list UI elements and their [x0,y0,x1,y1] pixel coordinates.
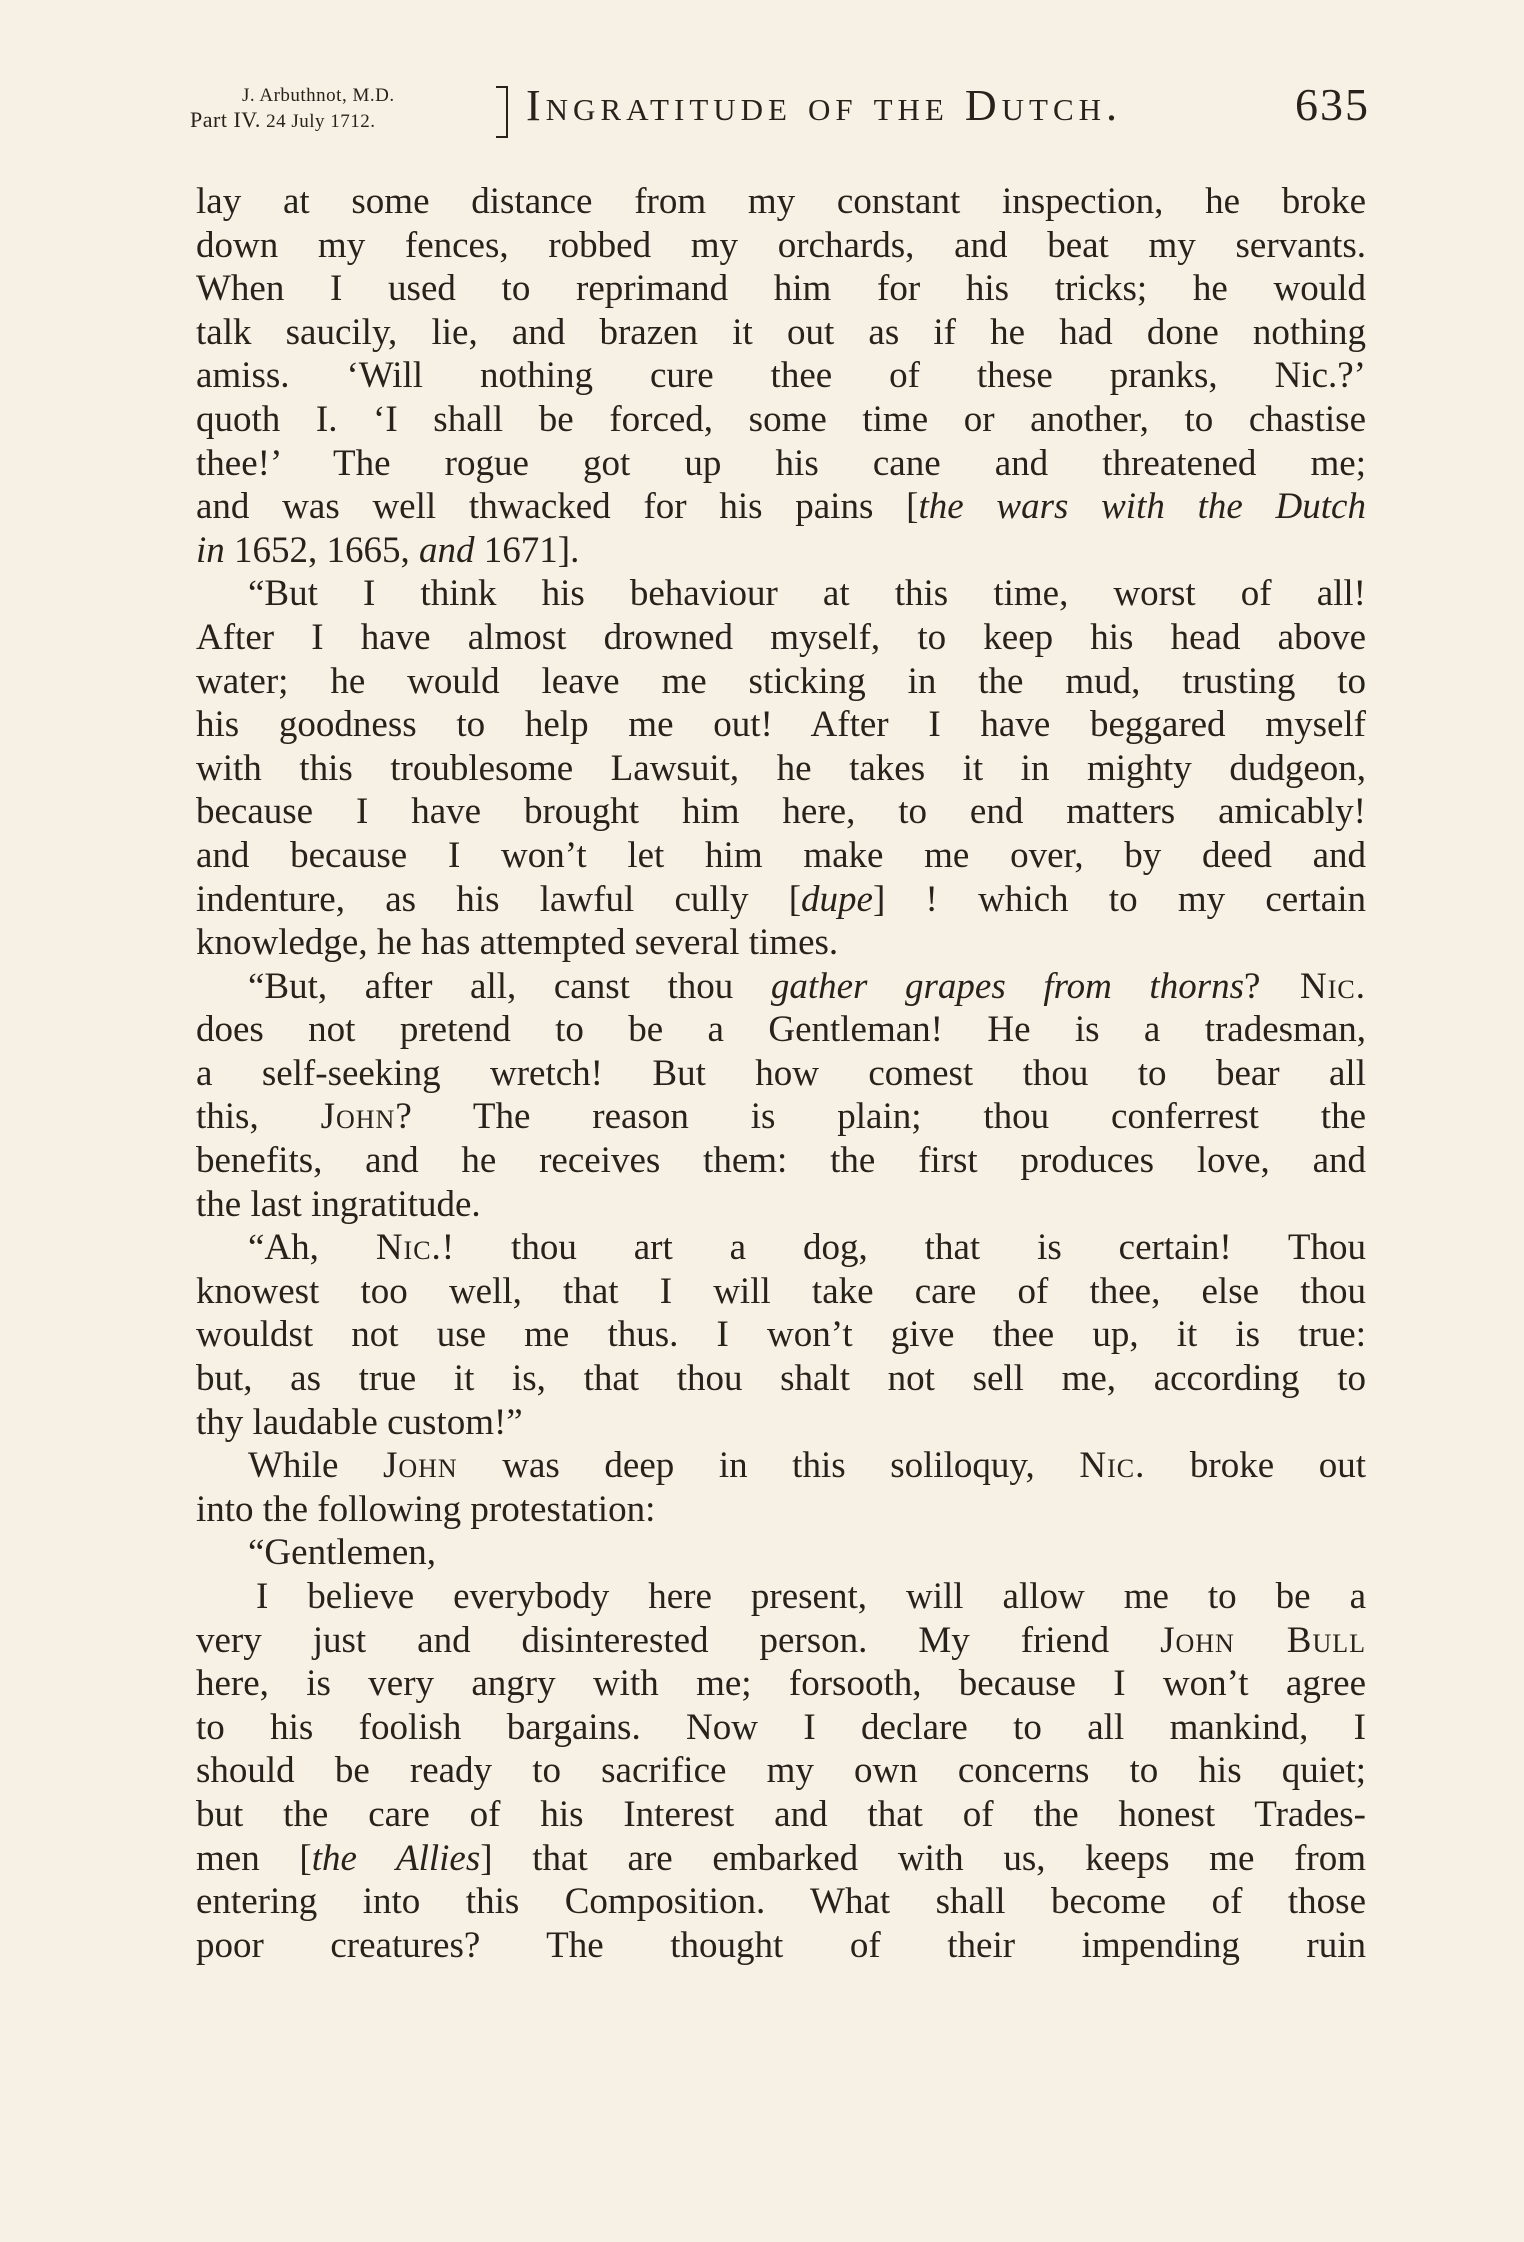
text-line: does not pretend to be a Gentleman! He is a tradesman, [196,1009,1366,1051]
text-run: 1671]. [474,529,580,571]
text-line [196,1444,1366,1488]
running-head [190,78,1370,158]
name-john: John [320,1096,396,1138]
text-line: thee!’ The rogue got up his cane and threatened me; [196,442,1366,484]
body-text [196,180,1366,1967]
page-number: 635 [1295,79,1370,130]
text-run: very just and disinterested person. My friend [196,1619,1161,1661]
name-nic: Nic. [375,1227,442,1269]
text-line: knowledge, he has attempted several times. [196,922,839,964]
editorial-note: the wars with the Dutch [918,486,1366,528]
text-line [196,878,1366,922]
text-line: quoth I. ‘I shall be forced, some time or another, to chastise [196,398,1366,440]
text-run: men [ [196,1837,312,1879]
name-nic: Nic. [1079,1445,1146,1487]
text-run: broke out [1145,1445,1367,1487]
text-line: but the care of his Interest and that of the honest Trades- [196,1793,1366,1835]
editorial-note: dupe [801,878,873,920]
text-line: his goodness to help me out! After I have beggared myself [196,704,1366,746]
text-line: here, is very angry with me; forsooth, because I won’t agree [196,1663,1366,1705]
text-line: “Gentlemen, [248,1532,436,1574]
name-john-bull: John Bull [1160,1619,1366,1661]
name-john: John [382,1445,458,1487]
text-line [196,1837,1366,1881]
side-note-author: J. Arbuthnot, M.D. [242,85,395,106]
text-line: entering into this Composition. What shall become of those [196,1881,1366,1923]
text-line: lay at some distance from my constant inspection, he broke [196,181,1366,222]
text-line: wouldst not use me thus. I won’t give thee up, it is true: [196,1314,1366,1356]
text-line: into the following protestation: [196,1488,656,1530]
side-note-date: 24 July 1712. [266,111,376,132]
text-line [196,485,1366,529]
text-run: ] that are embarked with us, keeps me from [480,1837,1366,1879]
text-run: ] ! which to my certain [872,878,1366,920]
text-line: with this troublesome Lawsuit, he takes it in mighty dudgeon, [196,747,1366,789]
text-line: talk saucily, lie, and brazen it out as if he had done nothing [196,311,1366,353]
text-run: this, [196,1096,321,1138]
text-line [196,529,1366,573]
text-run: and was well thwacked for his pains [ [196,486,919,528]
text-line [196,1095,1366,1139]
side-note-part: Part IV. [190,107,261,132]
text-line [196,1226,1366,1270]
text-run: “Ah, [248,1227,376,1269]
text-line: down my fences, robbed my orchards, and beat my servants. [196,224,1366,266]
editorial-note: the Allies [311,1837,481,1879]
text-run: was deep in this soliloquy, [457,1445,1080,1487]
text-line [196,1619,1366,1663]
text-line: because I have brought him here, to end matters amicably! [196,791,1366,833]
text-run: “But, after all, canst thou [248,965,771,1007]
text-run: 1652, 1665, [224,529,420,571]
text-line [196,965,1366,1009]
editorial-note: in [196,529,225,571]
text-line: knowest too well, that I will take care of thee, else thou [196,1270,1366,1312]
text-line: I believe everybody here present, will allow me to be a [256,1576,1366,1617]
text-line: After I have almost drowned myself, to keep his head above [196,616,1366,658]
text-line: When I used to reprimand him for his tricks; he would [196,268,1366,310]
side-note [190,84,520,134]
text-line: benefits, and he receives them: the first produces love, and [196,1140,1366,1182]
text-line: the last ingratitude. [196,1183,481,1225]
side-note-bracket [496,86,508,138]
text-line: poor creatures? The thought of their impending ruin [196,1924,1366,1966]
text-line: should be ready to sacrifice my own concerns to his quiet; [196,1750,1366,1792]
text-line: “But I think his behaviour at this time, worst of all! [248,573,1366,615]
text-line: thy laudable custom!” [196,1401,523,1443]
text-run: ? The reason is plain; thou conferrest the [395,1096,1366,1138]
text-line: a self-seeking wretch! But how comest thou to bear all [196,1052,1366,1094]
name-nic: ? Nic. [1244,965,1366,1007]
text-run: indenture, as his lawful cully [ [196,878,802,920]
text-line: and because I won’t let him make me over, by deed and [196,834,1366,876]
side-note-part-date [190,108,520,134]
text-line: but, as true it is, that thou shalt not sell me, according to [196,1358,1366,1400]
text-run: ! thou art a dog, that is certain! Thou [441,1227,1366,1269]
italic-quote: gather grapes from thorns [770,965,1245,1007]
text-run: While [248,1445,383,1487]
text-line: to his foolish bargains. Now I declare to all mankind, I [196,1706,1366,1748]
text-line: water; he would leave me sticking in the mud, trusting to [196,660,1366,702]
running-title: Ingratitude of the Dutch. [526,81,1123,130]
text-line: amiss. ‘Will nothing cure thee of these pranks, Nic.?’ [196,355,1366,397]
editorial-note: and [419,529,475,571]
